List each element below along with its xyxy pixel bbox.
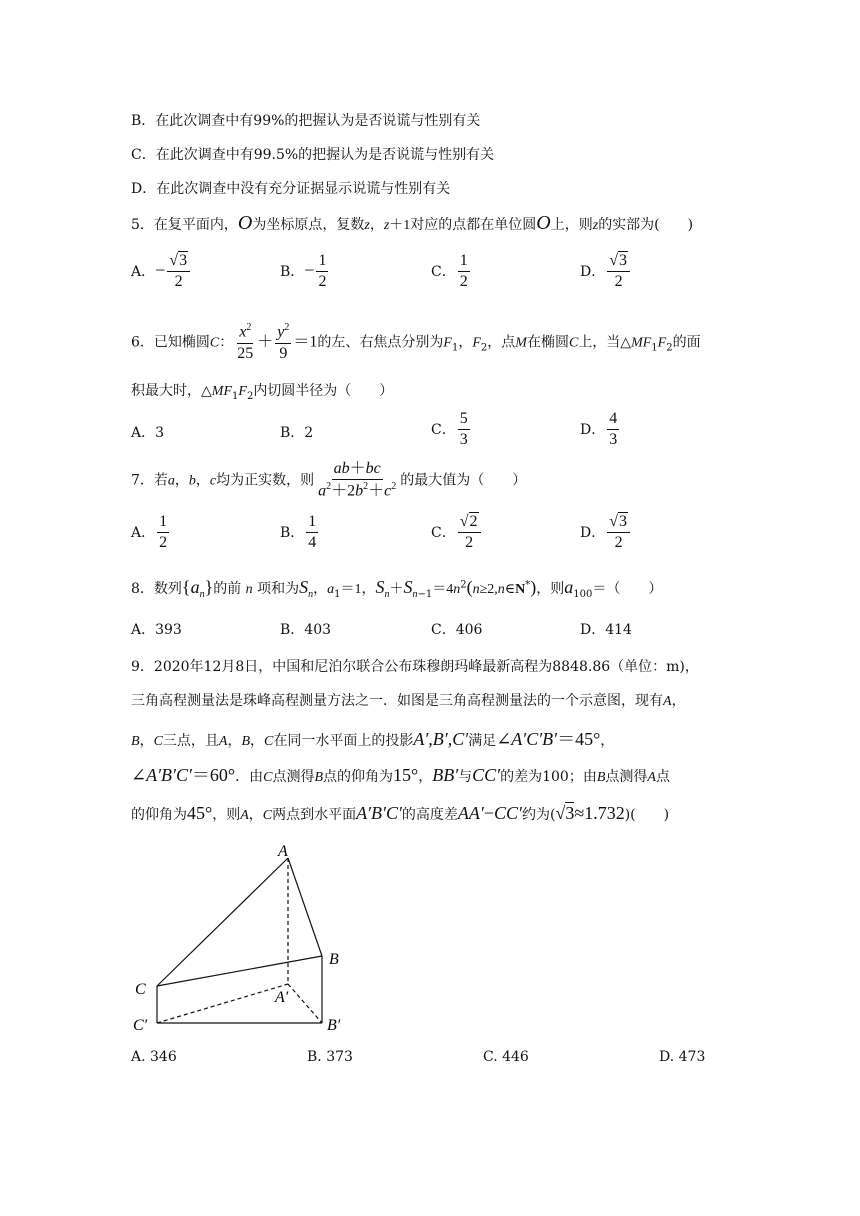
label-a: A	[278, 843, 288, 860]
q7-stem: 7．若a，b，c均为正实数，则 $\frac{ab+bc}{a^2+2b^2+c^2}$ 的最大值为（ ）	[131, 460, 527, 500]
label-b-prime: B′	[327, 1017, 341, 1034]
q6-option-a: A．3	[131, 425, 165, 441]
q6-option-c: C． $\frac{5}{3}$	[431, 410, 468, 449]
label-c: C	[135, 981, 146, 998]
q7-option-c: C． $\frac{√2}{2}$	[431, 513, 483, 553]
q9-option-c: C. 446	[483, 1049, 529, 1065]
q4-option-d: D．在此次调查中没有充分证据显示说谎与性别有关	[131, 181, 451, 197]
q9-option-b: B. 373	[307, 1049, 353, 1065]
q8-option-d: D．414	[580, 622, 632, 638]
label-a-prime: A′	[275, 989, 289, 1006]
q9-stem-line3: B，C三点，且A，B，C在同一水平面上的投影A′,B′,C′满足∠A′C′B′＝45°，	[131, 729, 615, 749]
q9-stem-line2: 三角高程测量法是珠峰高程测量方法之一．如图是三角高程测量法的一个示意图，现有A，	[131, 693, 686, 709]
q9-stem-line5: 的仰角为45°，则A，C两点到水平面A′B′C′的高度差AA′−CC′约为(√3≈1.732)( )	[131, 803, 670, 823]
q9-option-a: A. 346	[131, 1049, 177, 1065]
triangulation-figure	[125, 838, 365, 1038]
edge-cb	[157, 956, 322, 986]
q5-option-c: C． $\frac{1}{2}$	[431, 252, 468, 291]
label-c-prime: C′	[133, 1017, 148, 1034]
edge-ab	[288, 858, 322, 956]
edge-ac	[157, 858, 288, 986]
q9-stem-line1: 9．2020年12月8日，中国和尼泊尔联合公布珠穆朗玛峰最新高程为8848.86（单位：m)，	[131, 659, 699, 675]
q9-stem-line4: ∠A′B′C′＝60°．由C点测得B点的仰角为15°，BB′与CC′的差为100；由B点测得A点	[131, 765, 670, 785]
q7-option-b: B． $\frac{1}{4}$	[280, 513, 317, 552]
q5-option-d: D． $\frac{√3}{2}$	[580, 252, 632, 292]
q5-option-b: B．− $\frac{1}{2}$	[280, 252, 327, 291]
q5-stem: 5．在复平面内，O为坐标原点，复数z，z＋1对应的点都在单位圆O上，则z的实部为( )	[131, 212, 694, 234]
q6-stem-line2: 积最大时，$\triangle MF_1F_2$内切圆半径为（ ）	[131, 383, 394, 402]
q9-option-d: D. 473	[659, 1049, 706, 1065]
q5-option-a: A．− $\frac{√3}{2}$	[131, 252, 192, 292]
label-b: B	[329, 951, 339, 968]
q7-option-d: D． $\frac{√3}{2}$	[580, 513, 632, 553]
q4-option-b: B．在此次调查中有99%的把握认为是否说谎与性别有关	[131, 113, 481, 129]
q8-option-a: A．393	[131, 622, 182, 638]
q4-option-c: C．在此次调查中有99.5%的把握认为是否说谎与性别有关	[131, 147, 495, 163]
q8-option-b: B．403	[280, 622, 332, 638]
q8-option-c: C．406	[431, 622, 483, 638]
q8-stem: 8．数列$\{a_n\}$的前 n 项和为$S_n$，$a_1=1$，$S_n+S_{n-1}=4n^2(n\ge 2,n\in N^*)$，则$a_{100}=$（ ）	[131, 577, 663, 600]
q6-option-b: B．2	[280, 425, 314, 441]
edge-c-prime-a-prime	[157, 984, 288, 1023]
q6-option-d: D． $\frac{4}{3}$	[580, 410, 618, 449]
q7-option-a: A． $\frac{1}{2}$	[131, 513, 168, 552]
q6-stem-line1: 6．已知椭圆C： $\frac{x^2}{25}$ ＋ $\frac{y^2}{9}$ ＝1的左、右焦点分别为$F_1$，$F_2$，点M在椭圆C上，当$\triangle MF_1F_2$的面	[131, 322, 701, 362]
edge-a-prime-b-prime	[288, 984, 322, 1023]
